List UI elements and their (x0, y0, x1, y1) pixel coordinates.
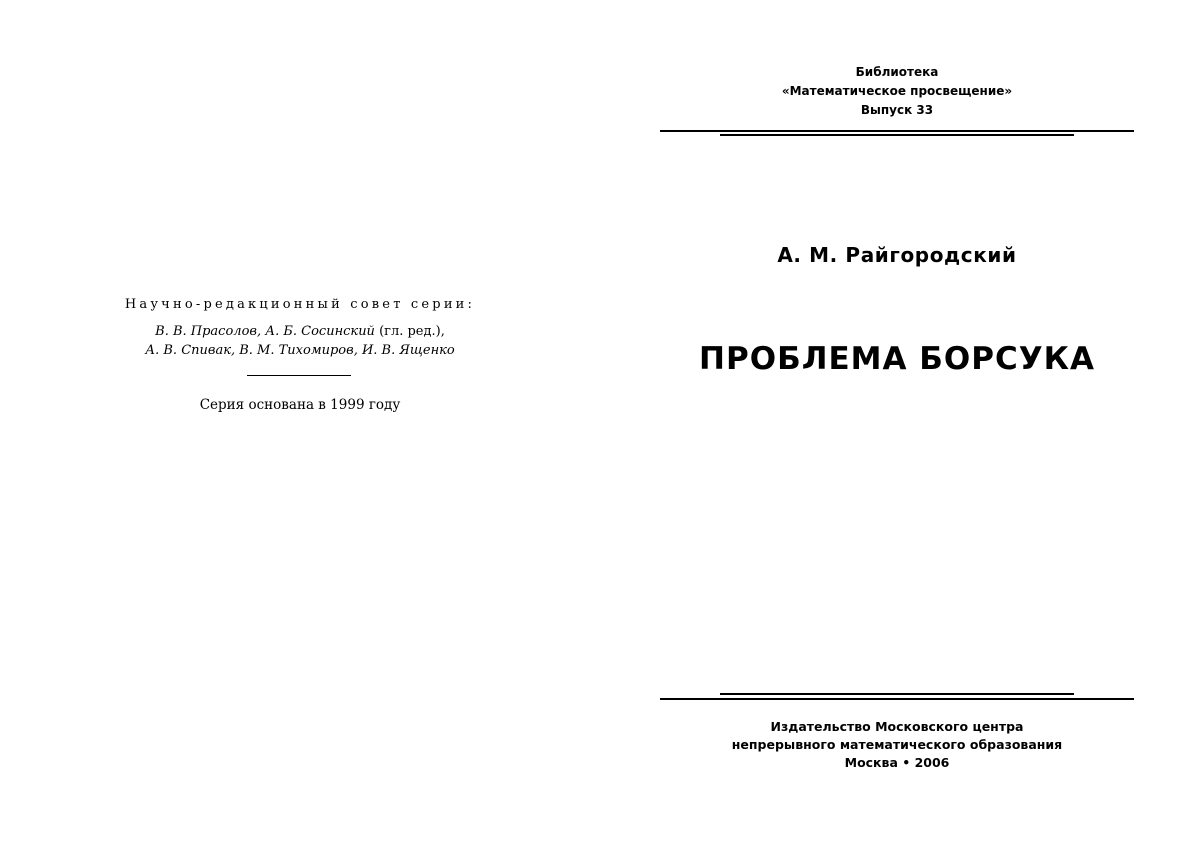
editorial-divider (247, 375, 351, 376)
top-rule-short (720, 134, 1074, 136)
series-founded-note: Серия основана в 1999 году (199, 397, 401, 413)
editorial-board-line-1 (0, 322, 600, 341)
editorial-board-members (0, 322, 600, 360)
title-page (600, 0, 1200, 848)
series-header (600, 63, 1194, 120)
series-library-label: Библиотека (855, 65, 939, 79)
publisher-line-3: Москва • 2006 (844, 755, 950, 770)
bottom-rule-long (660, 698, 1134, 700)
publisher-line-2: непрерывного математического образования (731, 737, 1063, 752)
editorial-board-names-2: А. В. Спивак, В. М. Тихомиров, И. В. Ященко (145, 343, 455, 358)
series-name: «Математическое просвещение» (781, 84, 1013, 98)
bottom-rule-short (720, 693, 1074, 695)
editorial-board-heading: Научно-редакционный совет серии: (124, 297, 476, 312)
publisher-block (600, 718, 1194, 772)
publisher-line-1: Издательство Московского центра (770, 719, 1024, 734)
top-rule-long (660, 130, 1134, 132)
editorial-board-names-1: В. В. Прасолов, А. Б. Сосинский (155, 324, 375, 339)
book-title: ПРОБЛЕМА БОРСУКА (699, 341, 1095, 377)
series-issue: Выпуск 33 (860, 103, 934, 117)
editor-in-chief-note: (гл. ред.), (374, 324, 445, 339)
author-name: А. М. Райгородский (777, 243, 1017, 267)
editorial-board-line-2 (0, 341, 600, 360)
